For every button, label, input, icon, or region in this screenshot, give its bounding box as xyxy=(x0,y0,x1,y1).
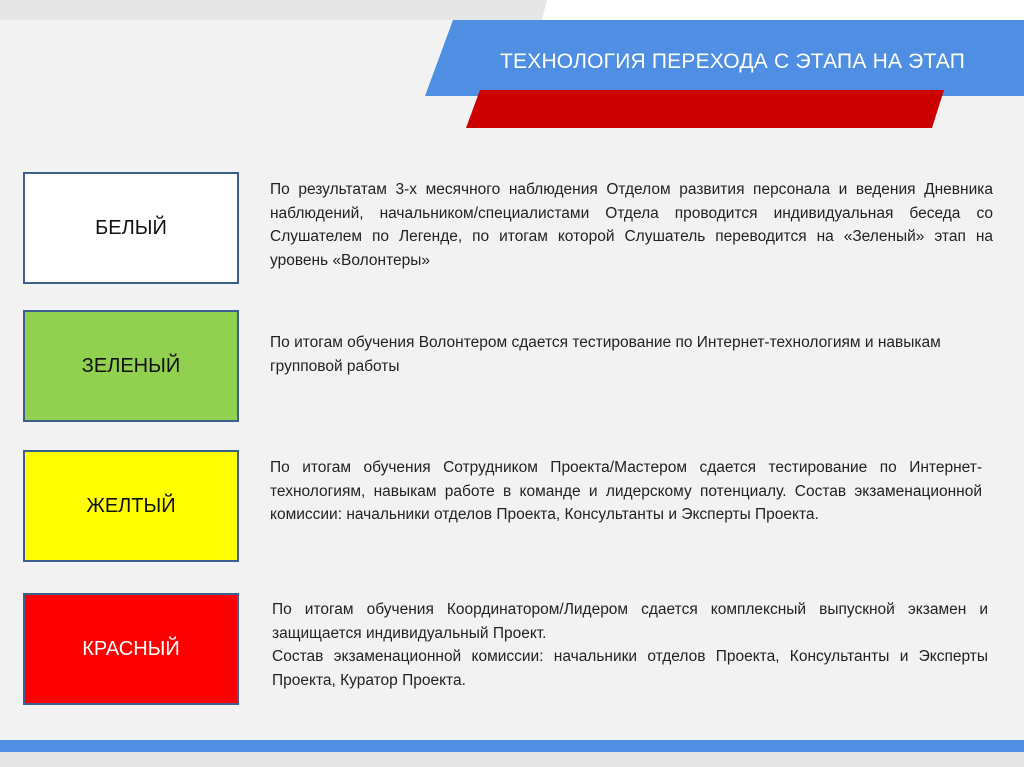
stage-white-label: БЕЛЫЙ xyxy=(95,216,167,239)
stage-yellow-description xyxy=(270,456,982,527)
stage-yellow-box xyxy=(23,450,239,562)
page-title: ТЕХНОЛОГИЯ ПЕРЕХОДА С ЭТАПА НА ЭТАП xyxy=(500,50,966,73)
stage-yellow-label: ЖЕЛТЫЙ xyxy=(86,494,176,517)
footer-bottom-shade xyxy=(0,752,1024,767)
stage-white-box xyxy=(23,172,239,284)
stage-green-label: ЗЕЛЕНЫЙ xyxy=(81,354,181,377)
stage-red-description xyxy=(272,598,988,692)
stage-green-description xyxy=(270,331,982,378)
stage-white-text: По результатам 3-х месячного наблюдения Отделом развития персонала и ведения Дневника наблюдений, начальником/специалистами Отдела проводится индивидуальная беседа со Слушателем по Легенде, по итогам которой Слушатель переводится на «Зеленый» этап на уровень «Волонтеры» xyxy=(270,181,993,269)
footer-blue-bar xyxy=(0,740,1024,752)
header-banner-red xyxy=(466,90,944,128)
stage-green-text: По итогам обучения Волонтером сдается тестирование по Интернет-технологиям и навыкам групповой работы xyxy=(270,334,941,375)
stage-green-box xyxy=(23,310,239,422)
stage-red-box xyxy=(23,593,239,705)
stage-red-label: КРАСНЫЙ xyxy=(82,637,180,660)
stage-red-text-2: Состав экзаменационной комиссии: начальники отделов Проекта, Консультанты и Эксперты Проекта, Куратор Проекта. xyxy=(272,648,988,689)
stage-white-description xyxy=(270,178,993,272)
stage-red-text-1: По итогам обучения Координатором/Лидером сдается комплексный выпускной экзамен и защищается индивидуальный Проект. xyxy=(272,601,988,642)
stage-yellow-text: По итогам обучения Сотрудником Проекта/Мастером сдается тестирование по Интернет-технологиям, навыкам работе в команде и лидерскому потенциалу. Состав экзаменационной комиссии: начальники отделов Проекта, Консультанты и Эксперты Проекта. xyxy=(270,459,982,523)
